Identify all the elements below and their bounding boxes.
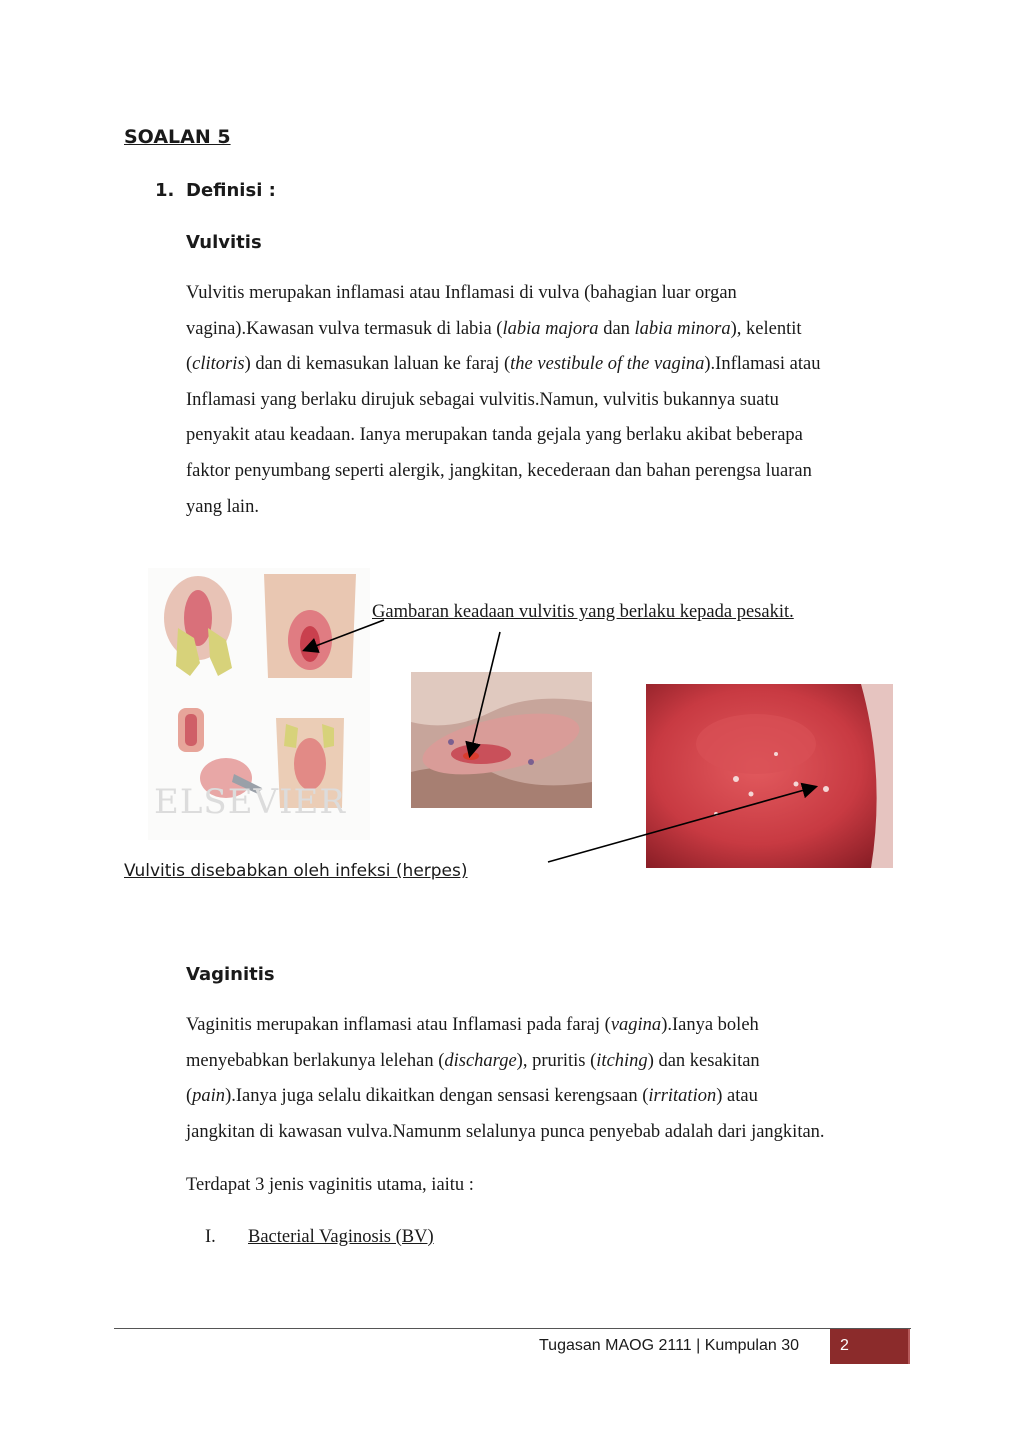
paragraph-line: penyakit atau keadaan. Ianya merupakan tanda gejala yang berlaku akibat beberapa (186, 425, 803, 446)
vaginitis-paragraph (186, 1008, 916, 1150)
figure-caption-bottom: Vulvitis disebabkan oleh infeksi (herpes) (124, 861, 468, 881)
footer-text: Tugasan MAOG 2111 | Kumpulan 30 (539, 1337, 800, 1354)
paragraph-line: menyebabkan berlakunya lelehan (discharge), pruritis (itching) dan kesakitan (186, 1050, 760, 1071)
italic-term: labia minora (634, 318, 731, 339)
page-number: 2 (840, 1337, 849, 1354)
paragraph-line: Vulvitis merupakan inflamasi atau Inflamasi di vulva (bahagian luar organ (186, 283, 737, 303)
paragraph-line: vagina).Kawasan vulva termasuk di labia (labia majora dan labia minora), kelentit (186, 318, 802, 339)
paragraph-line: jangkitan di kawasan vulva.Namunm selalunya punca penyebab adalah dari jangkitan. (186, 1121, 825, 1142)
italic-term: labia majora (502, 318, 599, 339)
italic-term: clitoris (192, 354, 245, 375)
italic-term: vagina (610, 1015, 662, 1035)
vulvitis-heading: Vulvitis (186, 232, 262, 253)
italic-term: irritation (648, 1086, 717, 1107)
paragraph-line: yang lain. (186, 496, 259, 517)
figure-caption-top: Gambaran keadaan vulvitis yang berlaku kepada pesakit. (372, 602, 794, 622)
list-marker: I. (205, 1227, 216, 1247)
watermark-text: ELSEVIER (154, 782, 346, 822)
italic-term: itching (596, 1050, 648, 1071)
vaginitis-heading: Vaginitis (186, 964, 275, 985)
italic-term: the vestibule of the vagina (510, 354, 705, 375)
vaginitis-types-intro: Terdapat 3 jenis vaginitis utama, iaitu : (186, 1175, 474, 1195)
item-label: Definisi : (186, 180, 276, 201)
italic-term: pain (192, 1086, 226, 1107)
paragraph-line: (pain).Ianya juga selalu dikaitkan dengan sensasi kerengsaan (irritation) atau (186, 1086, 758, 1107)
page-number-badge (830, 1329, 910, 1364)
paragraph-line: (clitoris) dan di kemasukan laluan ke faraj (the vestibule of the vagina).Inflamasi atau (186, 354, 821, 375)
paragraph-line: Inflamasi yang berlaku dirujuk sebagai vulvitis.Namun, vulvitis bukannya suatu (186, 389, 779, 410)
section-title: SOALAN 5 (124, 126, 231, 148)
paragraph-line: faktor penyumbang seperti alergik, jangkitan, kecederaan dan bahan perengsa luaran (186, 460, 812, 481)
footer-rule (114, 1328, 911, 1329)
paragraph-line: Vaginitis merupakan inflamasi atau Inflamasi pada faraj (vagina).Ianya boleh (186, 1015, 759, 1035)
item-number: 1. (155, 180, 175, 201)
list-item-bacterial-vaginosis: Bacterial Vaginosis (BV) (248, 1227, 434, 1247)
italic-term: discharge (444, 1050, 517, 1071)
